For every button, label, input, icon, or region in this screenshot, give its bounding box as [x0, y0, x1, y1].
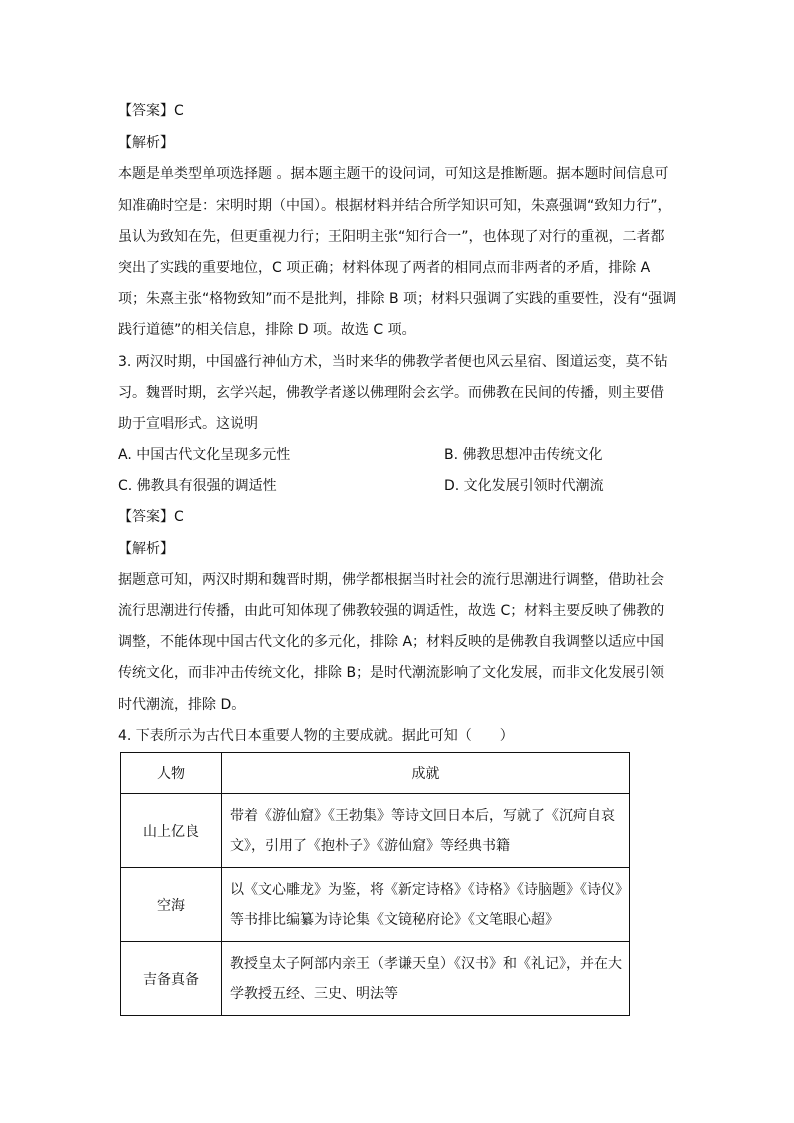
- q3-option-b: B. 佛教思想冲击传统文化: [444, 447, 603, 463]
- q3-analysis-line: 时代潮流，排除 D。: [118, 697, 246, 713]
- achievements-table: [120, 752, 630, 1016]
- table-header-row: [121, 753, 630, 794]
- achievement-line: 学教授五经、三史、明法等: [230, 985, 398, 1002]
- q2-analysis-line: 项；朱熹主张“格物致知”而不是批判，排除 B 项；材料只强调了实践的重要性，没有“强调: [118, 291, 677, 307]
- table-cell-person: 空海: [121, 868, 222, 942]
- q3-option-c: C. 佛教具有很强的调适性: [118, 478, 277, 494]
- q3-analysis-line: 流行思潮进行传播，由此可知体现了佛教较强的调适性，故选 C；材料主要反映了佛教的: [118, 603, 665, 619]
- q3-option-a: A. 中国古代文化呈现多元性: [118, 447, 291, 463]
- q3-option-d: D. 文化发展引领时代潮流: [444, 478, 604, 494]
- table-header-person: 人物: [121, 753, 222, 794]
- table-row: [121, 794, 630, 868]
- table-row: [121, 868, 630, 942]
- q3-stem-line: 助于宣唱形式。这说明: [118, 416, 258, 432]
- achievement-line: 带着《游仙窟》《王勃集》等诗文回日本后，写就了《沉疴自哀: [230, 807, 615, 824]
- table-cell-achievement: [222, 868, 630, 942]
- q3-stem-line: 习。魏晋时期，玄学兴起，佛教学者遂以佛理附会玄学。而佛教在民间的传播，则主要借: [118, 385, 664, 401]
- table-header-achievement: 成就: [222, 753, 630, 794]
- achievement-line: 以《文心雕龙》为鉴，将《新定诗格》《诗格》《诗脑题》《诗仪》: [230, 881, 629, 898]
- table-cell-achievement: [222, 942, 630, 1016]
- q3-answer: 【答案】C: [118, 509, 184, 525]
- achievement-line: 等书排比编纂为诗论集《文镜秘府论》《文笔眼心超》: [230, 911, 559, 928]
- q3-analysis-line: 据题意可知，两汉时期和魏晋时期，佛学都根据当时社会的流行思潮进行调整，借助社会: [118, 572, 664, 588]
- table-row: [121, 942, 630, 1016]
- table-cell-person: 吉备真备: [121, 942, 222, 1016]
- q2-analysis-line: 践行道德”的相关信息，排除 D 项。故选 C 项。: [118, 322, 416, 338]
- table-cell-person: 山上亿良: [121, 794, 222, 868]
- q2-analysis-label: 【解析】: [118, 135, 174, 151]
- q2-answer: 【答案】C: [118, 103, 184, 119]
- q3-analysis-line: 传统文化，而非冲击传统文化，排除 B；是时代潮流影响了文化发展，而非文化发展引领: [118, 665, 665, 681]
- table-cell-achievement: [222, 794, 630, 868]
- q3-analysis-line: 调整，不能体现中国古代文化的多元化，排除 A；材料反映的是佛教自我调整以适应中国: [118, 634, 665, 650]
- q2-analysis-line: 知准确时空是：宋明时期（中国）。根据材料并结合所学知识可知，朱熹强调“致知力行”，: [118, 198, 672, 214]
- q2-analysis-line: 突出了实践的重要地位，C 项正确；材料体现了两者的相同点而非两者的矛盾，排除 A: [118, 260, 651, 276]
- q2-analysis-line: 虽认为致知在先，但更重视力行；王阳明主张“知行合一”，也体现了对行的重视，二者都: [118, 229, 665, 245]
- q2-analysis-line: 本题是单类型单项选择题 。据本题主题干的设问词，可知这是推断题。据本题时间信息可: [118, 166, 669, 182]
- q4-stem: 4. 下表所示为古代日本重要人物的主要成就。据此可知（ ）: [118, 728, 514, 744]
- achievement-line: 教授皇太子阿部内亲王（孝谦天皇）《汉书》和《礼记》，并在大: [230, 955, 622, 972]
- achievement-line: 文》，引用了《抱朴子》《游仙窟》等经典书籍: [230, 837, 510, 854]
- q3-stem-line: 3. 两汉时期，中国盛行神仙方术，当时来华的佛教学者便也风云星宿、图道运变，莫不钻: [118, 354, 668, 370]
- q3-analysis-label: 【解析】: [118, 541, 174, 557]
